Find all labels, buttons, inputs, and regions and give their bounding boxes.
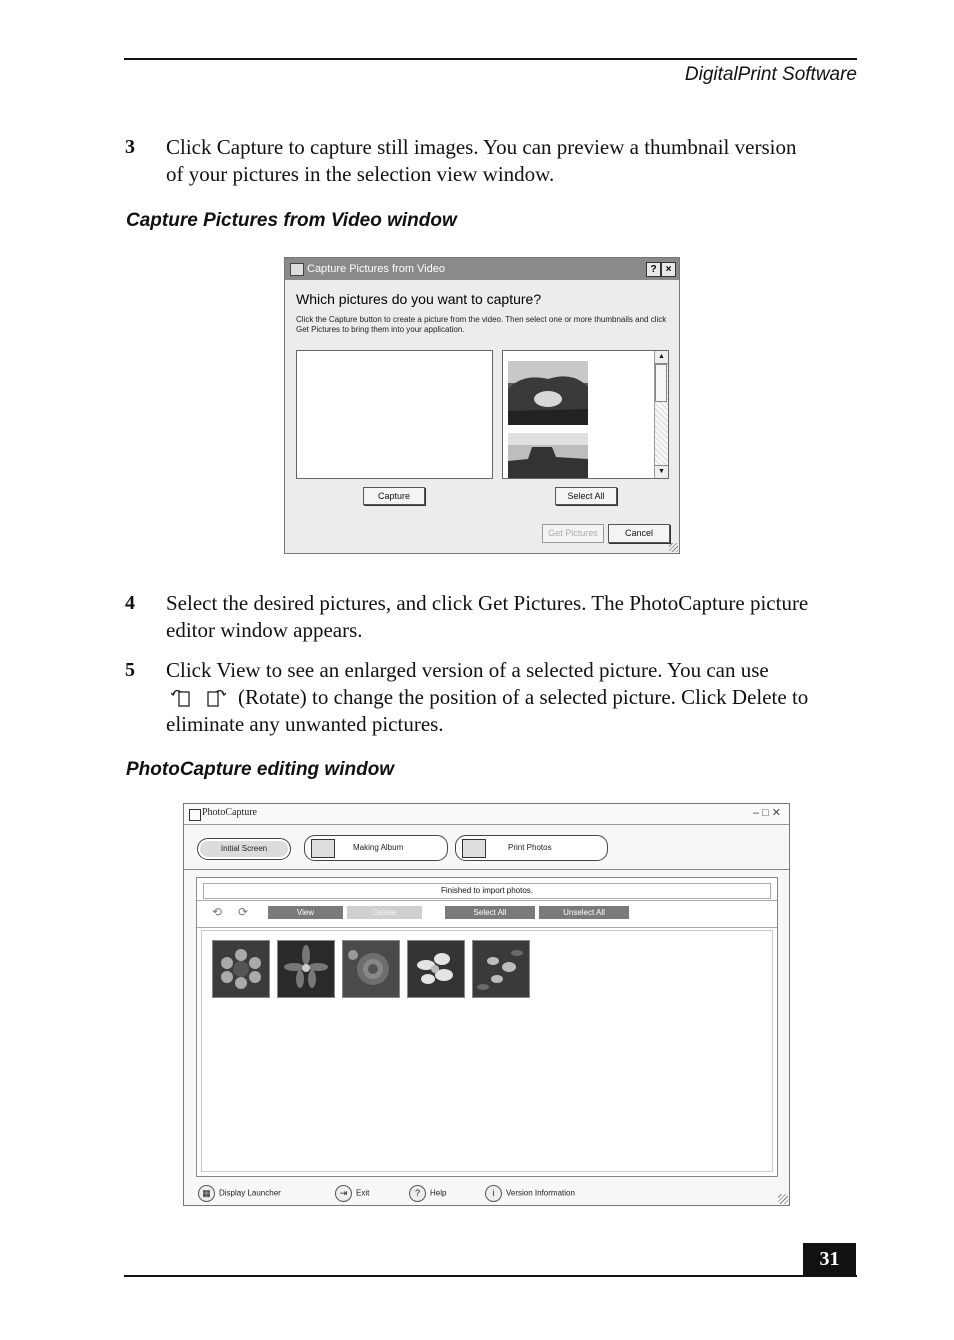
tab-making-album[interactable] [304, 835, 448, 861]
photo-thumbnail[interactable] [342, 940, 400, 998]
help-icon: ? [409, 1185, 426, 1202]
tab-label: Print Photos [508, 843, 552, 852]
thumbnail-butte[interactable] [508, 433, 588, 479]
select-all-button[interactable]: Select All [445, 906, 535, 919]
tab-initial-screen[interactable] [197, 838, 291, 860]
cancel-button[interactable]: Cancel [608, 524, 670, 543]
step-text-line: Select the desired pictures, and click Get Pictures. The PhotoCapture picture [166, 591, 809, 615]
close-button[interactable]: × [661, 262, 676, 277]
close-icon[interactable]: ✕ [771, 807, 784, 819]
photo-thumbnail[interactable] [472, 940, 530, 998]
app-icon [189, 809, 201, 821]
step-number: 3 [125, 136, 135, 158]
tab-label: Making Album [353, 843, 404, 852]
footer-label: Help [430, 1188, 447, 1198]
thumbnail-arch[interactable] [508, 361, 588, 425]
album-icon [311, 839, 335, 858]
figure-caption: PhotoCapture editing window [126, 759, 395, 780]
thumbnail-list[interactable] [502, 350, 669, 479]
delete-button[interactable]: Delete [347, 906, 422, 919]
rotate-right-icon [204, 686, 226, 708]
version-info-button[interactable] [485, 1185, 575, 1202]
status-bar [203, 883, 771, 899]
page-number: 31 [819, 1248, 840, 1270]
step-text-line: eliminate any unwanted pictures. [166, 712, 444, 736]
header-rule [124, 58, 857, 60]
resize-grip-icon[interactable] [669, 543, 678, 552]
window-titlebar [184, 804, 789, 825]
help-button[interactable] [409, 1185, 446, 1202]
dialog-titlebar [285, 258, 679, 280]
step-text-line: of your pictures in the selection view window. [166, 162, 555, 186]
scrollbar[interactable] [654, 351, 668, 478]
maximize-icon[interactable]: □ [762, 807, 772, 819]
step-text [166, 590, 866, 644]
rotate-left-icon [171, 686, 193, 708]
window-title: PhotoCapture [202, 807, 257, 818]
exit-icon: ⇥ [335, 1185, 352, 1202]
toolbar-separator [197, 900, 777, 901]
video-preview-pane [296, 350, 493, 479]
app-icon [290, 263, 304, 276]
status-text: Finished to import photos. [440, 886, 534, 895]
toolbar-separator [197, 927, 777, 928]
window-controls [753, 806, 784, 819]
footer-label: Exit [356, 1188, 370, 1198]
display-launcher-button[interactable] [198, 1185, 281, 1202]
step-text-line: Click Capture to capture still images. You can preview a thumbnail version [166, 135, 797, 159]
content-panel [196, 877, 778, 1177]
rotate-right-icon[interactable]: ⟳ [238, 905, 249, 919]
figure-caption: Capture Pictures from Video window [126, 210, 457, 231]
step-text-line: Click View to see an enlarged version of a selected picture. You can use [166, 658, 769, 682]
step-text-segment: (Rotate) to change the position of a selected picture. Click Delete to [238, 685, 809, 709]
page-number-box [803, 1243, 856, 1276]
footer-label: Display Launcher [219, 1188, 281, 1198]
grid-icon: ▦ [198, 1185, 215, 1202]
tab-label: Initial Screen [220, 844, 268, 853]
get-pictures-button[interactable]: Get Pictures [542, 524, 604, 543]
capture-button[interactable]: Capture [363, 487, 425, 505]
scroll-down-arrow-icon[interactable]: ▼ [655, 465, 668, 478]
dialog-question: Which pictures do you want to capture? [296, 291, 542, 307]
photo-thumbnail[interactable] [277, 940, 335, 998]
view-button[interactable]: View [268, 906, 343, 919]
footer-label: Version Information [506, 1188, 575, 1198]
rotate-left-icon[interactable]: ⟲ [212, 905, 223, 919]
tab-print-photos[interactable] [455, 835, 608, 861]
step-number: 4 [125, 592, 135, 614]
print-icon [462, 839, 486, 858]
resize-grip-icon[interactable] [778, 1194, 788, 1204]
unselect-all-button[interactable]: Unselect All [539, 906, 629, 919]
photocapture-window [183, 803, 790, 1206]
section-title: DigitalPrint Software [684, 64, 857, 85]
exit-button[interactable] [335, 1185, 369, 1202]
scroll-thumb[interactable] [655, 364, 667, 402]
separator [184, 869, 789, 870]
info-icon: i [485, 1185, 502, 1202]
scroll-up-arrow-icon[interactable]: ▲ [655, 351, 668, 364]
dialog-title: Capture Pictures from Video [307, 263, 445, 275]
step-text [166, 657, 866, 738]
photo-thumbnail[interactable] [407, 940, 465, 998]
step-text-line [166, 684, 866, 711]
photo-thumbnail[interactable] [212, 940, 270, 998]
minimize-icon[interactable]: – [753, 807, 763, 819]
capture-dialog [284, 257, 680, 554]
dialog-instructions: Click the Capture button to create a picture from the video. Then select one or more thumbnails and click Get Pictures to bring them into your application. [296, 315, 667, 334]
step-number: 5 [125, 659, 135, 681]
step-text-line: editor window appears. [166, 618, 363, 642]
help-button[interactable]: ? [646, 262, 661, 277]
footer-rule [124, 1275, 857, 1277]
select-all-button[interactable]: Select All [555, 487, 617, 505]
step-text [166, 134, 866, 188]
